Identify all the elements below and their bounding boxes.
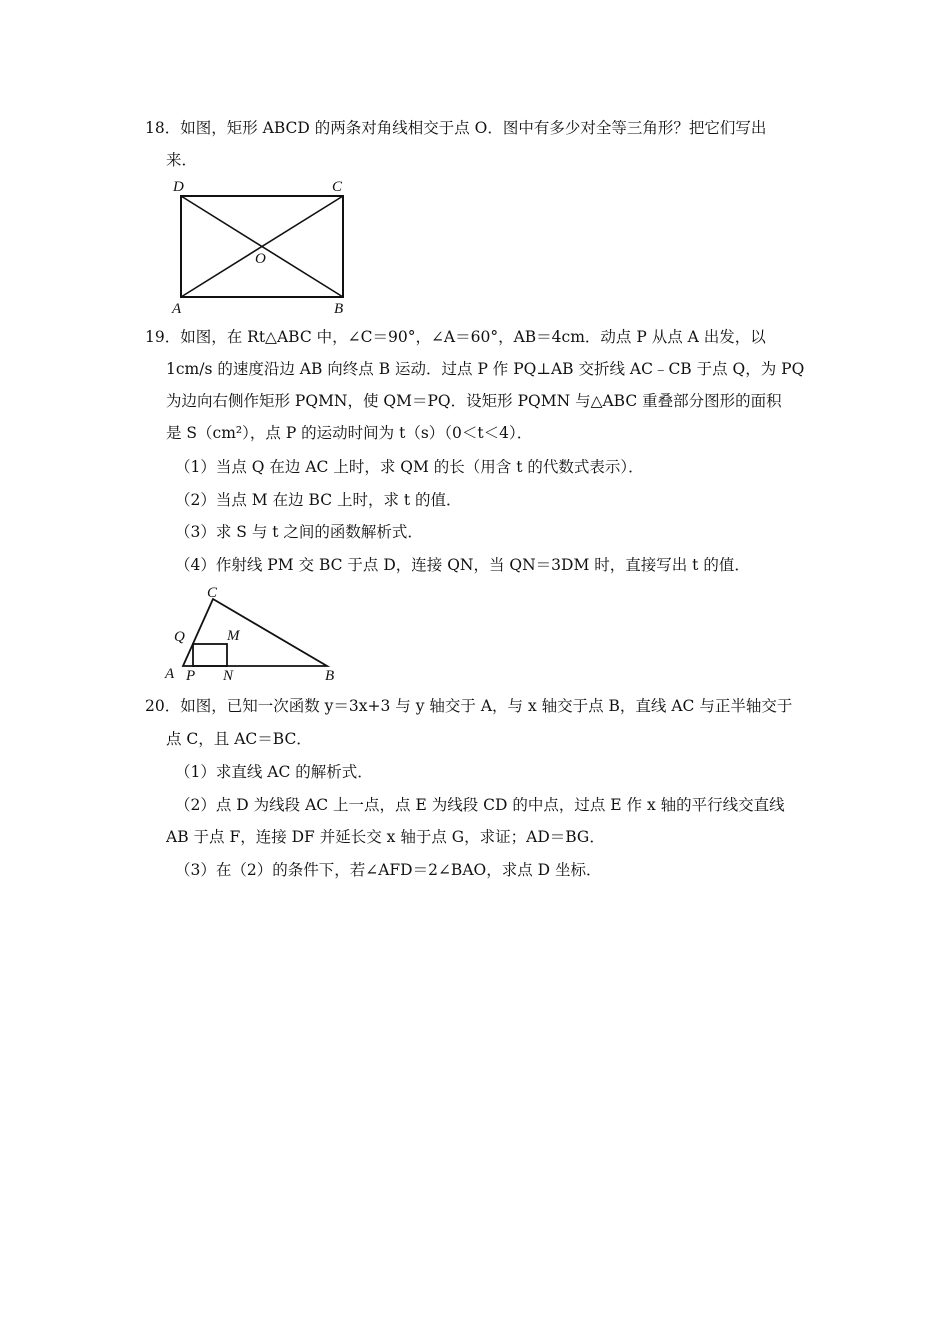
q19-sub2: （2）当点 M 在边 BC 上时，求 t 的值．	[175, 491, 462, 509]
q19-line3: 为边向右侧作矩形 PQMN，使 QM＝PQ．设矩形 PQMN 与△ABC 重叠部分图形的面积	[166, 392, 782, 410]
q19-sub4: （4）作射线 PM 交 BC 于点 D，连接 QN，当 QN＝3DM 时，直接写出 t 的值．	[175, 556, 750, 574]
q19-line1: 19．如图，在 Rt△ABC 中，∠C＝90°，∠A＝60°，AB＝4cm．动点 P 从点 A 出发，以	[145, 328, 766, 346]
triangle-abc	[183, 599, 327, 666]
q19-line4: 是 S（cm²），点 P 的运动时间为 t（s）（0＜t＜4）．	[166, 424, 533, 442]
q19-sub3: （3）求 S 与 t 之间的函数解析式．	[175, 523, 423, 541]
q20-line1: 20．如图，已知一次函数 y＝3x+3 与 y 轴交于 A，与 x 轴交于点 B，直线 AC 与正半轴交于	[145, 697, 793, 715]
q18-rectangle-figure	[165, 175, 365, 317]
label-q: Q	[174, 629, 185, 645]
rectangle-pqmn	[193, 644, 227, 666]
label-a: A	[165, 666, 175, 682]
q20-sub2a: （2）点 D 为线段 AC 上一点，点 E 为线段 CD 的中点，过点 E 作 x 轴的平行线交直线	[175, 796, 785, 814]
label-p: P	[186, 668, 196, 682]
q18-line2: 来．	[166, 151, 198, 169]
q19-line2: 1cm/s 的速度沿边 AB 向终点 B 运动．过点 P 作 PQ⊥AB 交折线 AC﹣CB 于点 Q，为 PQ	[166, 360, 805, 378]
q19-triangle-figure	[160, 580, 350, 682]
label-o: O	[255, 251, 266, 267]
q19-sub1: （1）当点 Q 在边 AC 上时，求 QM 的长（用含 t 的代数式表示）．	[175, 458, 644, 476]
q20-sub3: （3）在（2）的条件下，若∠AFD＝2∠BAO，求点 D 坐标．	[175, 861, 602, 879]
label-c: C	[332, 179, 343, 195]
label-c: C	[207, 585, 218, 601]
q20-line2: 点 C，且 AC＝BC．	[166, 730, 312, 748]
label-b: B	[334, 301, 344, 317]
label-b: B	[325, 668, 335, 682]
q20-sub2b: AB 于点 F，连接 DF 并延长交 x 轴于点 G，求证；AD＝BG．	[166, 828, 605, 846]
q20-sub1: （1）求直线 AC 的解析式．	[175, 763, 373, 781]
label-d: D	[173, 179, 184, 195]
q18-line1: 18．如图，矩形 ABCD 的两条对角线相交于点 O．图中有多少对全等三角形？把它们写出	[145, 119, 767, 137]
label-m: M	[227, 628, 240, 644]
label-a: A	[172, 301, 182, 317]
label-n: N	[223, 668, 234, 682]
